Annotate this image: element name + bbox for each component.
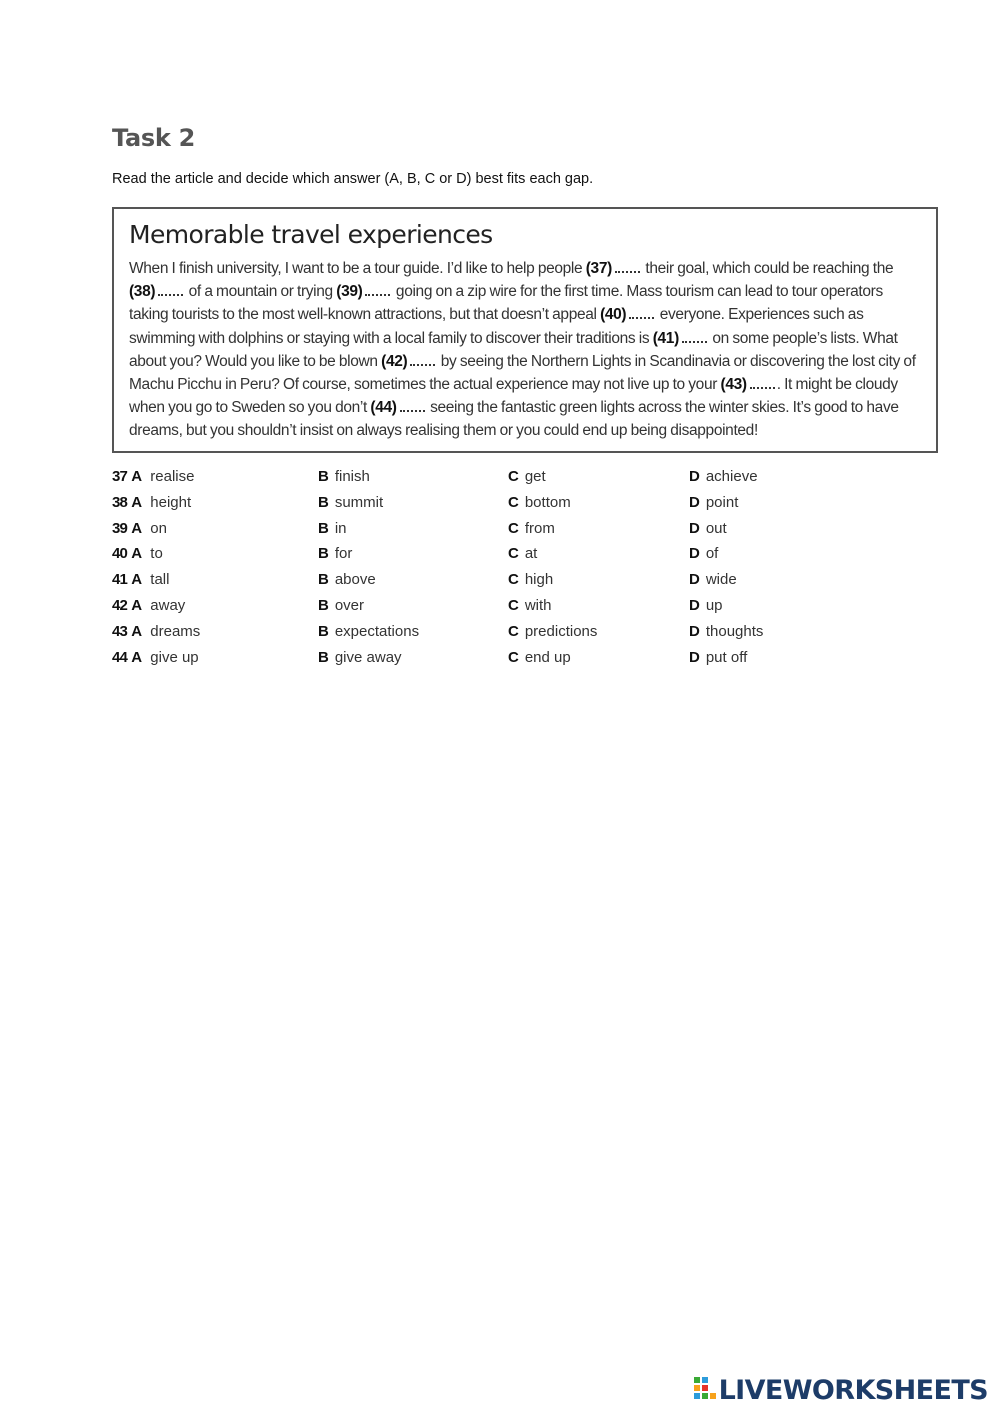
option-text: end up	[524, 648, 571, 666]
option-39-d[interactable]	[689, 516, 727, 541]
gap-blank-37	[615, 259, 640, 273]
option-37-c[interactable]	[508, 464, 546, 489]
question-number: 44	[112, 648, 128, 666]
question-number: 43	[112, 622, 128, 640]
option-44-c[interactable]	[508, 645, 571, 670]
option-letter: A	[131, 519, 143, 537]
question-row-41	[112, 567, 812, 593]
option-letter: B	[318, 493, 329, 511]
option-letter: A	[131, 622, 143, 640]
question-number: 41	[112, 571, 128, 589]
option-text: of	[705, 545, 719, 563]
option-letter: D	[689, 648, 700, 666]
option-41-d[interactable]	[689, 567, 737, 592]
gap-number-40: (40)	[600, 306, 627, 324]
option-41-a[interactable]	[112, 567, 169, 592]
liveworksheets-logo[interactable]	[694, 1374, 988, 1406]
option-text: bottom	[524, 493, 571, 511]
article-segment: their goal, which could be reaching the	[645, 260, 894, 277]
option-letter: B	[318, 648, 329, 666]
liveworksheets-logo-icon	[694, 1377, 716, 1403]
gap-number-44: (44)	[370, 399, 397, 417]
article-segment: of a mountain or trying	[188, 283, 333, 301]
question-row-39	[112, 516, 812, 542]
option-40-c[interactable]	[508, 541, 537, 566]
option-40-d[interactable]	[689, 541, 718, 566]
answer-options	[112, 464, 812, 670]
question-number: 42	[112, 596, 128, 614]
option-text: over	[334, 596, 365, 614]
option-text: expectations	[334, 622, 420, 640]
option-text: summit	[334, 493, 384, 511]
option-letter: A	[131, 468, 143, 485]
option-letter: C	[508, 493, 519, 511]
task-instruction: Read the article and decide which answer (A, B, C or D) best fits each gap.	[112, 171, 594, 187]
option-text: give up	[150, 648, 199, 666]
article-segment: seeing the fantastic green lights across the winter skies. It’s good to have dreams, but you shouldn’t insist on always realising them or you could end up being disappointed!	[129, 399, 899, 440]
option-44-d[interactable]	[689, 645, 747, 670]
option-text: realise	[150, 468, 195, 485]
option-letter: D	[689, 596, 700, 614]
option-40-b[interactable]	[318, 541, 352, 566]
option-38-a[interactable]	[112, 490, 191, 515]
option-text: for	[334, 545, 353, 563]
option-text: to	[150, 545, 163, 563]
gap-blank-44	[400, 398, 425, 412]
option-text: tall	[150, 571, 170, 589]
option-letter: A	[131, 648, 143, 666]
option-text: in	[334, 519, 347, 537]
article-segment: on some people’s lists. What about you? Would you like to be blown	[129, 329, 898, 370]
option-letter: B	[318, 468, 329, 485]
gap-blank-43	[750, 375, 775, 389]
option-39-c[interactable]	[508, 516, 555, 541]
option-letter: D	[689, 545, 700, 563]
option-letter: B	[318, 622, 329, 640]
option-letter: B	[318, 545, 329, 563]
option-42-b[interactable]	[318, 593, 364, 618]
gap-blank-40	[629, 305, 654, 319]
gap-number-38: (38)	[129, 283, 156, 301]
option-37-b[interactable]	[318, 464, 370, 489]
option-41-c[interactable]	[508, 567, 553, 592]
option-text: from	[524, 519, 555, 537]
option-letter: C	[508, 622, 519, 640]
option-letter: A	[131, 596, 143, 614]
question-row-43	[112, 619, 812, 645]
option-44-b[interactable]	[318, 645, 402, 670]
task-title: Task 2	[112, 124, 195, 152]
option-44-a[interactable]	[112, 645, 199, 670]
article-box	[112, 207, 938, 453]
liveworksheets-logo-text: LIVEWORKSHEETS	[718, 1374, 988, 1406]
option-text: predictions	[524, 622, 598, 640]
question-row-37	[112, 464, 812, 490]
gap-blank-39	[365, 282, 390, 296]
option-43-a[interactable]	[112, 619, 200, 644]
question-number: 39	[112, 519, 128, 537]
gap-number-42: (42)	[381, 352, 408, 370]
option-text: achieve	[705, 468, 758, 485]
question-number: 38	[112, 493, 128, 511]
option-letter: C	[508, 648, 519, 666]
option-letter: A	[131, 545, 143, 563]
option-letter: D	[689, 493, 700, 511]
option-text: high	[524, 571, 554, 589]
option-letter: C	[508, 571, 519, 589]
option-42-c[interactable]	[508, 593, 552, 618]
option-text: thoughts	[705, 622, 764, 640]
option-38-b[interactable]	[318, 490, 383, 515]
option-38-d[interactable]	[689, 490, 738, 515]
option-letter: D	[689, 622, 700, 640]
option-text: with	[524, 596, 552, 614]
question-number: 37	[112, 468, 128, 485]
gap-blank-42	[410, 352, 435, 366]
gap-blank-41	[682, 329, 707, 343]
option-42-a[interactable]	[112, 593, 185, 618]
option-text: out	[705, 519, 727, 537]
question-row-44	[112, 645, 812, 671]
option-letter: C	[508, 519, 519, 537]
article-segment: . It might be cloudy when you go to Sweden so you don’t	[129, 376, 898, 417]
option-42-d[interactable]	[689, 593, 723, 618]
article-text	[129, 257, 922, 443]
option-text: wide	[705, 571, 737, 589]
option-37-a[interactable]	[112, 464, 194, 489]
article-title: Memorable travel experiences	[129, 220, 493, 249]
option-text: get	[524, 468, 546, 485]
option-letter: A	[131, 493, 143, 511]
option-43-b[interactable]	[318, 619, 419, 644]
option-text: above	[334, 571, 376, 589]
option-text: point	[705, 493, 739, 511]
gap-number-39: (39)	[336, 283, 363, 301]
gap-number-37: (37)	[585, 260, 612, 277]
option-text: finish	[334, 468, 370, 485]
option-text: at	[524, 545, 538, 563]
option-letter: B	[318, 519, 329, 537]
option-text: dreams	[150, 622, 201, 640]
article-segment: by seeing the Northern Lights in Scandinavia or discovering the lost city of Machu Picchu in Peru? Of course, sometimes the actual experience may not live up to your	[129, 352, 916, 394]
option-letter: B	[318, 571, 329, 589]
option-text: give away	[334, 648, 402, 666]
option-letter: D	[689, 468, 700, 485]
option-letter: B	[318, 596, 329, 614]
option-letter: C	[508, 468, 519, 485]
article-segment: going on a zip wire for the first time. Mass tourism can lead to tour operators taking tourists to the most well-known attractions, but that doesn’t appeal	[129, 283, 883, 324]
option-text: put off	[705, 648, 748, 666]
option-text: on	[150, 519, 167, 537]
option-40-a[interactable]	[112, 541, 163, 566]
option-41-b[interactable]	[318, 567, 376, 592]
option-43-d[interactable]	[689, 619, 763, 644]
option-letter: D	[689, 519, 700, 537]
option-letter: C	[508, 596, 519, 614]
option-39-b[interactable]	[318, 516, 347, 541]
option-letter: A	[131, 571, 143, 589]
article-segment: everyone. Experiences such as swimming with dolphins or staying with a local family to discover their traditions is	[129, 306, 864, 347]
option-38-c[interactable]	[508, 490, 571, 515]
option-text: height	[150, 493, 192, 511]
question-row-42	[112, 593, 812, 619]
question-number: 40	[112, 545, 128, 563]
option-text: away	[150, 596, 186, 614]
gap-blank-38	[158, 282, 183, 296]
question-row-40	[112, 541, 812, 567]
option-39-a[interactable]	[112, 516, 167, 541]
question-row-38	[112, 490, 812, 516]
option-43-c[interactable]	[508, 619, 597, 644]
gap-number-41: (41)	[652, 329, 679, 347]
article-segment: When I finish university, I want to be a tour guide. I’d like to help people	[129, 260, 583, 277]
option-letter: D	[689, 571, 700, 589]
gap-number-43: (43)	[720, 376, 747, 394]
option-letter: C	[508, 545, 519, 563]
option-text: up	[705, 596, 723, 614]
option-37-d[interactable]	[689, 464, 758, 489]
